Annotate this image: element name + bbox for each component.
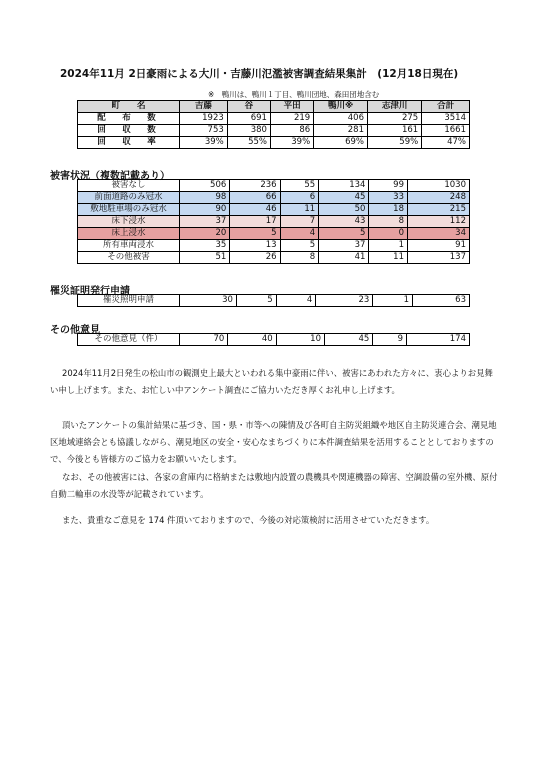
table-cell: 43 [319, 216, 369, 228]
row-label: 回 収 数 [78, 125, 180, 137]
header-tani: 谷 [227, 101, 270, 113]
row-label: 床上浸水 [78, 228, 180, 240]
summary-header-row [78, 101, 470, 113]
table-cell: 13 [230, 240, 280, 252]
table-cell: 9 [373, 334, 407, 346]
table-cell: 4 [280, 228, 319, 240]
table-cell: 18 [369, 204, 408, 216]
summary-row [78, 137, 470, 149]
table-cell: 40 [228, 334, 276, 346]
table-cell: 380 [227, 125, 270, 137]
damage-row [78, 240, 470, 252]
paragraph-usage: 頂いたアンケートの集計結果に基づき、国・県・市等への陳情及び各町自主防災組織や地区自主防災連合会、潮見地区地域連絡会とも協議しながら、潮見地区の安全・安心なまちづくりに本件調査結果を活用することとしておりますので、今後とも皆様方のご協力をお願いいたします。 [50, 420, 497, 464]
table-cell: 7 [280, 216, 319, 228]
table-cell: 1 [373, 295, 413, 307]
table-cell: 46 [230, 204, 280, 216]
table-cell: 5 [230, 228, 280, 240]
table-cell: 17 [230, 216, 280, 228]
table-cell: 6 [280, 192, 319, 204]
table-cell: 30 [180, 295, 237, 307]
table-cell: 1661 [422, 125, 470, 137]
row-label: 回 収 率 [78, 137, 180, 149]
paragraph-opinions: また、貴重なご意見を 174 件頂いておりますので、今後の対応策検討に活用させていただきます。 [62, 515, 435, 525]
table-cell: 5 [319, 228, 369, 240]
table-cell: 5 [236, 295, 276, 307]
table-cell: 86 [270, 125, 313, 137]
other-section-title: その他意見 [50, 325, 100, 336]
row-label: 敷地駐車場のみ冠水 [78, 204, 180, 216]
table-cell: 236 [230, 180, 280, 192]
row-label: 被害なし [78, 180, 180, 192]
header-shizukawa: 志津川 [367, 101, 421, 113]
table-cell: 137 [408, 252, 470, 264]
table-cell: 59% [367, 137, 421, 149]
table-cell: 506 [180, 180, 230, 192]
header-town: 町 名 [78, 101, 180, 113]
other-opinions-table [77, 333, 470, 346]
certificate-section-title: 罹災証明発行申請 [50, 286, 130, 297]
header-kamogawa: 鴨川※ [314, 101, 368, 113]
row-label: 所有車両浸水 [78, 240, 180, 252]
damage-row [78, 192, 470, 204]
table-cell: 8 [369, 216, 408, 228]
row-label: その他被害 [78, 252, 180, 264]
table-cell: 112 [408, 216, 470, 228]
table-cell: 37 [319, 240, 369, 252]
damage-table [77, 179, 470, 264]
table-cell: 37 [180, 216, 230, 228]
table-cell: 33 [369, 192, 408, 204]
document-title: 2024年11月 2日豪雨による大川・吉藤川氾濫被害調査結果集計 (12月18日現在) [60, 68, 459, 80]
table-cell: 10 [276, 334, 324, 346]
table-cell: 161 [367, 125, 421, 137]
table-cell: 4 [276, 295, 316, 307]
other-row [78, 334, 470, 346]
summary-table [77, 100, 470, 149]
damage-row [78, 216, 470, 228]
table-cell: 215 [408, 204, 470, 216]
header-hirata: 平田 [270, 101, 313, 113]
paragraph-other-damage: なお、その他被害には、各家の倉庫内に格納または敷地内設置の農機具や関連機器の障害、空調設備の室外機、原付自動二輪車の水没等が記載されています。 [50, 472, 498, 499]
table-cell: 1030 [408, 180, 470, 192]
damage-row [78, 252, 470, 264]
row-label: 配 布 数 [78, 113, 180, 125]
damage-row [78, 204, 470, 216]
table-cell: 47% [422, 137, 470, 149]
table-cell: 23 [316, 295, 373, 307]
table-cell: 69% [314, 137, 368, 149]
footnote-kamogawa: ※ 鴨川は、鴨川１丁目、鴨川団地、森田団地含む [208, 90, 380, 99]
table-cell: 66 [230, 192, 280, 204]
table-cell: 51 [180, 252, 230, 264]
table-cell: 45 [319, 192, 369, 204]
damage-row [78, 180, 470, 192]
table-cell: 39% [270, 137, 313, 149]
row-label: その他意見（件） [78, 334, 180, 346]
table-cell: 134 [319, 180, 369, 192]
row-label: 罹災照明申請 [78, 295, 180, 307]
table-cell: 99 [369, 180, 408, 192]
row-label: 前面道路のみ冠水 [78, 192, 180, 204]
damage-row [78, 228, 470, 240]
summary-row [78, 125, 470, 137]
table-cell: 8 [280, 252, 319, 264]
damage-section-title: 被害状況（複数記載あり） [50, 171, 170, 182]
certificate-row [78, 295, 470, 307]
table-cell: 55 [280, 180, 319, 192]
table-cell: 3514 [422, 113, 470, 125]
table-cell: 35 [180, 240, 230, 252]
row-label: 床下浸水 [78, 216, 180, 228]
header-yoshifuji: 吉藤 [180, 101, 228, 113]
table-cell: 219 [270, 113, 313, 125]
table-cell: 1 [369, 240, 408, 252]
table-cell: 5 [280, 240, 319, 252]
table-cell: 98 [180, 192, 230, 204]
table-cell: 20 [180, 228, 230, 240]
table-cell: 248 [408, 192, 470, 204]
table-cell: 26 [230, 252, 280, 264]
table-cell: 55% [227, 137, 270, 149]
table-cell: 281 [314, 125, 368, 137]
table-cell: 41 [319, 252, 369, 264]
table-cell: 691 [227, 113, 270, 125]
table-cell: 70 [180, 334, 228, 346]
table-cell: 11 [369, 252, 408, 264]
table-cell: 1923 [180, 113, 228, 125]
table-cell: 34 [408, 228, 470, 240]
table-cell: 45 [324, 334, 372, 346]
table-cell: 275 [367, 113, 421, 125]
summary-row [78, 113, 470, 125]
table-cell: 174 [406, 334, 469, 346]
table-cell: 50 [319, 204, 369, 216]
table-cell: 0 [369, 228, 408, 240]
table-cell: 63 [413, 295, 470, 307]
paragraph-condolence: 2024年11月2日発生の松山市の観測史上最大といわれる集中豪雨に伴い、被害にあわれた方々に、衷心よりお見舞い申し上げます。また、お忙しい中アンケート調査にご協力いただき厚くお礼申し上げます。 [50, 368, 493, 395]
certificate-table [77, 294, 470, 307]
table-cell: 11 [280, 204, 319, 216]
table-cell: 406 [314, 113, 368, 125]
table-cell: 753 [180, 125, 228, 137]
table-cell: 91 [408, 240, 470, 252]
table-cell: 90 [180, 204, 230, 216]
header-total: 合計 [422, 101, 470, 113]
table-cell: 39% [180, 137, 228, 149]
